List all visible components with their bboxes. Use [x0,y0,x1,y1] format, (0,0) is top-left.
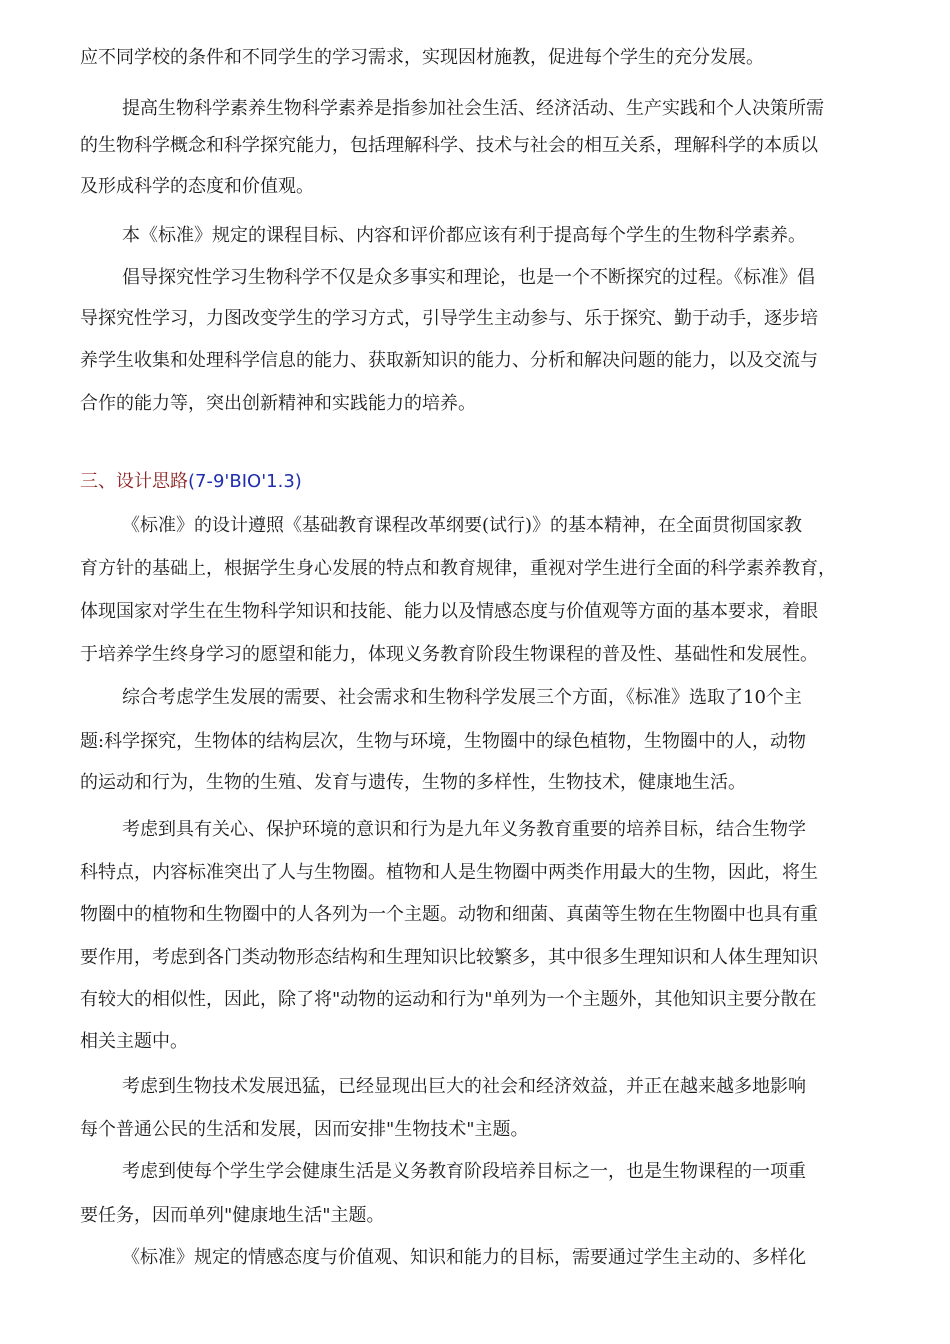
paragraph-line: 每个普通公民的生活和发展，因而安排"生物技术"主题。 [80,1119,529,1140]
paragraph-line: 导探究性学习，力图改变学生的学习方式，引导学生主动参与、乐于探究、勤于动手，逐步培 [80,308,818,329]
paragraph-line: 合作的能力等，突出创新精神和实践能力的培养。 [80,393,476,414]
paragraph-line: 题:科学探究，生物体的结构层次，生物与环境，生物圈中的绿色植物，生物圈中的人，动物 [80,731,807,752]
paragraph-line: 有较大的相似性，因此，除了将"动物的运动和行为"单列为一个主题外，其他知识主要分散在 [80,989,817,1010]
paragraph-line: 养学生收集和处理科学信息的能力、获取新知识的能力、分析和解决问题的能力，以及交流与 [80,350,818,371]
paragraph-line: 《标准》规定的情感态度与价值观、知识和能力的目标，需要通过学生主动的、多样化 [122,1247,806,1268]
paragraph-line: 提高生物科学素养生物科学素养是指参加社会生活、经济活动、生产实践和个人决策所需 [122,98,824,119]
paragraph-line: 考虑到生物技术发展迅猛，已经显现出巨大的社会和经济效益，并正在越来越多地影响 [122,1076,806,1097]
paragraph-line: 于培养学生终身学习的愿望和能力，体现义务教育阶段生物课程的普及性、基础性和发展性。 [80,644,818,665]
section-heading-title: 三、设计思路 [80,471,188,492]
paragraph-line: 本《标准》规定的课程目标、内容和评价都应该有利于提高每个学生的生物科学素养。 [122,225,806,246]
section-heading-code: (7-9'BIO'1.3) [188,471,302,492]
paragraph-line: 综合考虑学生发展的需要、社会需求和生物科学发展三个方面，《标准》选取了10个主 [122,687,802,708]
paragraph-line: 的生物科学概念和科学探究能力，包括理解科学、技术与社会的相互关系，理解科学的本质以 [80,135,818,156]
paragraph-line: 的运动和行为，生物的生殖、发育与遗传，生物的多样性，生物技术，健康地生活。 [80,772,746,793]
paragraph-line: 《标准》的设计遵照《基础教育课程改革纲要(试行)》的基本精神，在全面贯彻国家教 [122,515,803,536]
paragraph-line: 育方针的基础上，根据学生身心发展的特点和教育规律，重视对学生进行全面的科学素养教育， [80,558,836,579]
paragraph-line: 要作用，考虑到各门类动物形态结构和生理知识比较繁多，其中很多生理知识和人体生理知识 [80,947,818,968]
paragraph-line: 考虑到使每个学生学会健康生活是义务教育阶段培养目标之一，也是生物课程的一项重 [122,1161,806,1182]
paragraph-line: 科特点，内容标准突出了人与生物圈。植物和人是生物圈中两类作用最大的生物，因此，将生 [80,862,818,883]
paragraph-line: 倡导探究性学习生物科学不仅是众多事实和理论，也是一个不断探究的过程。《标准》倡 [122,267,815,288]
paragraph-line: 相关主题中。 [80,1031,188,1052]
paragraph-line: 要任务，因而单列"健康地生活"主题。 [80,1205,385,1226]
paragraph-line: 及形成科学的态度和价值观。 [80,176,314,197]
paragraph-line: 物圈中的植物和生物圈中的人各列为一个主题。动物和细菌、真菌等生物在生物圈中也具有重 [80,904,818,925]
paragraph-line: 应不同学校的条件和不同学生的学习需求，实现因材施教，促进每个学生的充分发展。 [80,47,764,68]
section-heading [80,470,302,494]
paragraph-line: 体现国家对学生在生物科学知识和技能、能力以及情感态度与价值观等方面的基本要求，着眼 [80,601,818,622]
paragraph-line: 考虑到具有关心、保护环境的意识和行为是九年义务教育重要的培养目标，结合生物学 [122,819,806,840]
